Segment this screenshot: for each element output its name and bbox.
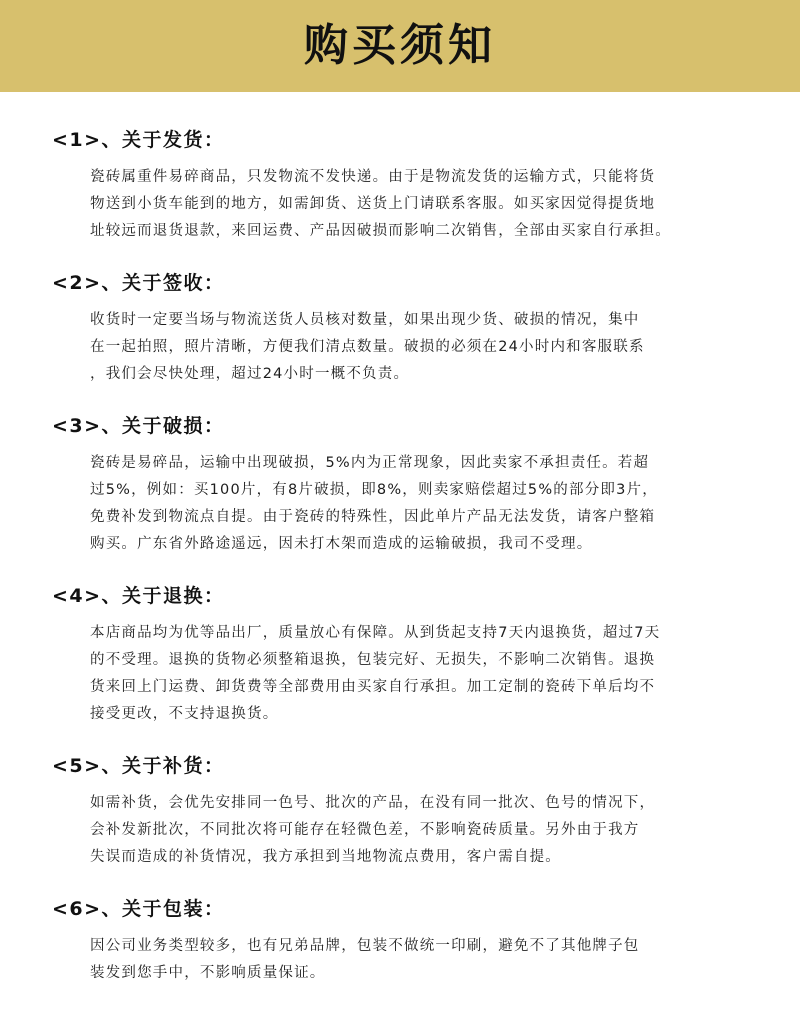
text-line: 购买。广东省外路途遥远，因未打木架而造成的运输破损，我司不受理。 — [90, 536, 593, 552]
text-line: 址较远而退货退款，来回运费、产品因破损而影响二次销售，全部由买家自行承担。 — [90, 223, 671, 239]
section-heading: <2>、关于签收： — [52, 272, 225, 294]
text-line: 物送到小货车能到的地方，如需卸货、送货上门请联系客服。如买家因觉得提货地 — [90, 196, 656, 212]
text-line: 接受更改，不支持退换货。 — [90, 706, 279, 722]
text-line: 在一起拍照，照片清晰，方便我们清点数量。破损的必须在24小时内和客服联系 — [90, 339, 645, 355]
section-receipt — [0, 269, 800, 388]
text-line: 收货时一定要当场与物流送货人员核对数量，如果出现少货、破损的情况，集中 — [90, 312, 640, 328]
section-heading: <1>、关于发货： — [52, 129, 225, 151]
text-line: 过5%，例如：买100片，有8片破损，即8%，则卖家赔偿超过5%的部分即3片， — [90, 482, 658, 498]
section-body — [90, 307, 758, 388]
section-heading: <4>、关于退换： — [52, 585, 225, 607]
section-returns — [0, 582, 800, 728]
section-heading: <5>、关于补货： — [52, 755, 225, 777]
section-heading: <3>、关于破损： — [52, 415, 225, 437]
text-line: 会补发新批次，不同批次将可能存在轻微色差，不影响瓷砖质量。另外由于我方 — [90, 822, 640, 838]
text-line: 失误而造成的补货情况，我方承担到当地物流点费用，客户需自提。 — [90, 849, 561, 865]
section-heading: <6>、关于包装： — [52, 898, 225, 920]
section-body — [90, 450, 758, 558]
text-line: 瓷砖是易碎品，运输中出现破损，5%内为正常现象，因此卖家不承担责任。若超 — [90, 455, 650, 471]
section-body — [90, 620, 758, 728]
section-body — [90, 164, 758, 245]
text-line: 货来回上门运费、卸货费等全部费用由买家自行承担。加工定制的瓷砖下单后均不 — [90, 679, 656, 695]
section-damage — [0, 412, 800, 558]
text-line: 本店商品均为优等品出厂，质量放心有保障。从到货起支持7天内退换货，超过7天 — [90, 625, 661, 641]
section-shipping — [0, 126, 800, 245]
section-packaging — [0, 895, 800, 987]
page-title: 购买须知 — [304, 20, 496, 71]
text-line: 装发到您手中，不影响质量保证。 — [90, 965, 326, 981]
section-body — [90, 933, 758, 987]
text-line: ，我们会尽快处理，超过24小时一概不负责。 — [90, 366, 410, 382]
section-body — [90, 790, 758, 871]
notice-content — [0, 92, 800, 987]
text-line: 因公司业务类型较多，也有兄弟品牌，包装不做统一印刷，避免不了其他牌子包 — [90, 938, 640, 954]
text-line: 的不受理。退换的货物必须整箱退换，包装完好、无损失，不影响二次销售。退换 — [90, 652, 656, 668]
section-restock — [0, 752, 800, 871]
title-banner — [0, 0, 800, 92]
text-line: 免费补发到物流点自提。由于瓷砖的特殊性，因此单片产品无法发货，请客户整箱 — [90, 509, 656, 525]
text-line: 如需补货，会优先安排同一色号、批次的产品，在没有同一批次、色号的情况下， — [90, 795, 656, 811]
text-line: 瓷砖属重件易碎商品，只发物流不发快递。由于是物流发货的运输方式，只能将货 — [90, 169, 656, 185]
